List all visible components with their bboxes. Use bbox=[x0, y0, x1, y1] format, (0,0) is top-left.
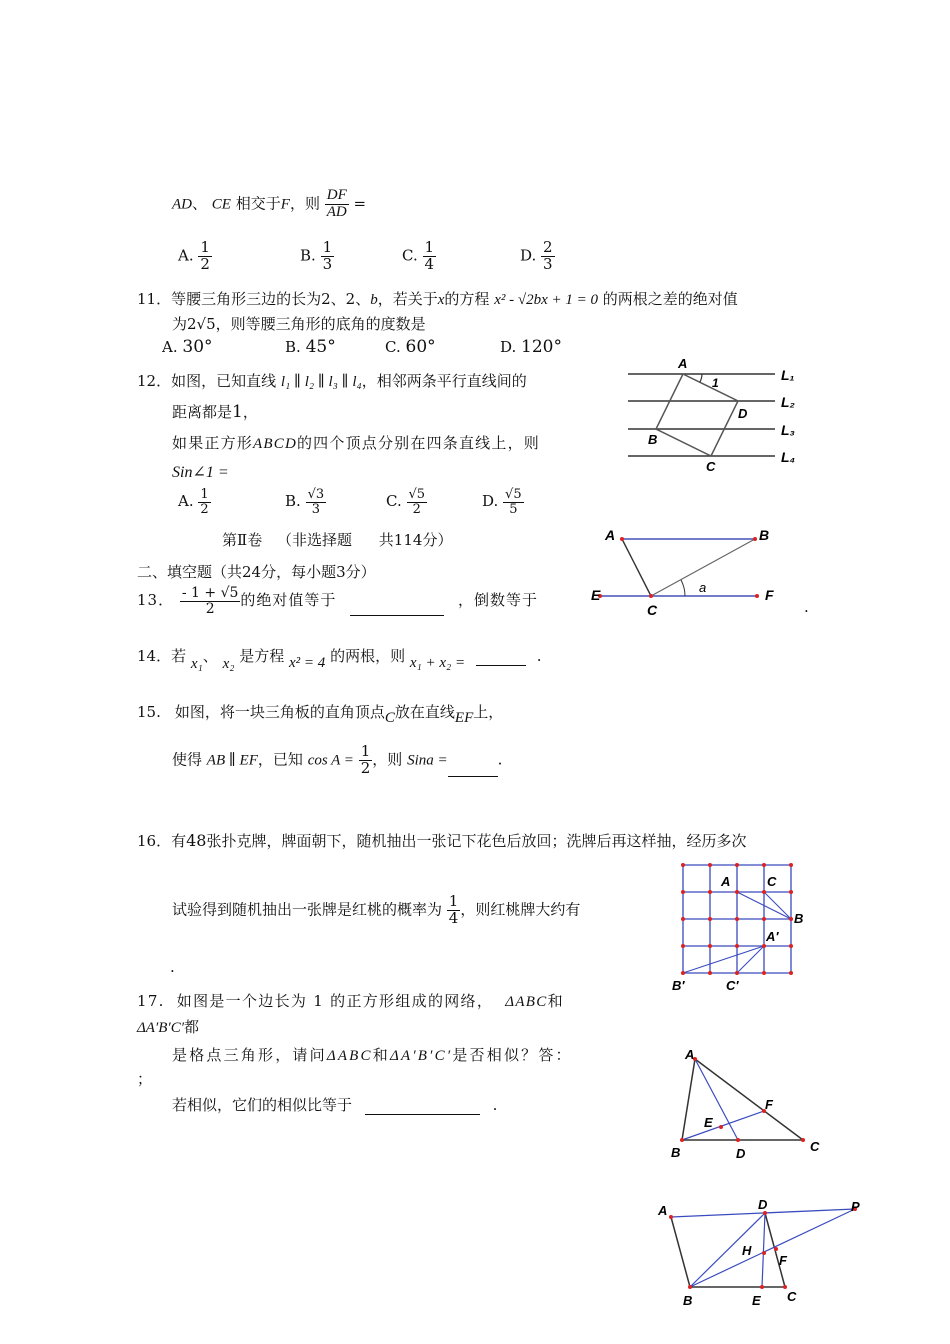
segment-ce: CE bbox=[211, 196, 231, 213]
label-e: E bbox=[752, 1293, 761, 1308]
segment-ac bbox=[622, 539, 651, 596]
label-f: F bbox=[765, 1097, 773, 1112]
label-b-prime: B′ bbox=[672, 978, 685, 993]
label-c: C bbox=[706, 459, 716, 474]
label-b: B bbox=[648, 432, 658, 447]
label-b: B bbox=[759, 527, 770, 543]
q12-sin: Sin∠1 = bbox=[172, 464, 229, 481]
q10-option-a[interactable]: A. $\frac{1}{2}$ bbox=[178, 238, 210, 273]
q12-option-c[interactable]: C. $\frac{√5}{2}$ bbox=[386, 487, 426, 517]
q11-option-a[interactable]: A. 30° bbox=[162, 337, 213, 357]
label-angle-1: 1 bbox=[712, 376, 719, 390]
label-a: A bbox=[721, 874, 731, 889]
label-a: A bbox=[605, 527, 616, 543]
q12-option-a[interactable]: A. $\frac{1}{2}$ bbox=[178, 487, 209, 517]
trapezoid-figure bbox=[655, 1195, 870, 1310]
separator: 、 bbox=[192, 194, 208, 213]
q17-line2: 是格点三角形，请问ΔABC和ΔA′B′C′是否相似？答： bbox=[172, 1046, 573, 1064]
triangle-abc-side-cb bbox=[764, 892, 791, 919]
q11-equation: x² - √2bx + 1 = 0 bbox=[494, 292, 598, 308]
label-c: C bbox=[767, 874, 777, 889]
q17-grid-figure bbox=[668, 855, 818, 995]
q11-line1: 11．等腰三角形三边的长为2、2、b，若关于x的方程 x² - √2bx + 1 = 0 的两根之差的绝对值 bbox=[137, 290, 738, 308]
q15-blank[interactable] bbox=[448, 776, 498, 777]
segment-db bbox=[690, 1213, 765, 1287]
q15-line2: 使得 AB ∥ EF，已知 cos A = $\frac{1}{2}$ ，则 Sina = . bbox=[172, 742, 503, 777]
q10-text: 相交于 bbox=[235, 194, 281, 213]
label-d: D bbox=[758, 1197, 768, 1212]
label-c: C bbox=[647, 602, 658, 618]
segment-ab bbox=[682, 1059, 695, 1140]
segment-ad: AD bbox=[172, 196, 192, 213]
q10-option-d[interactable]: D. $\frac{2}{3}$ bbox=[520, 238, 553, 273]
label-p: P bbox=[851, 1199, 860, 1214]
q10-stem bbox=[172, 188, 366, 221]
label-f: F bbox=[779, 1253, 787, 1268]
q14-blank[interactable] bbox=[476, 665, 526, 666]
q17-line3: ； bbox=[137, 1070, 153, 1088]
label-b: B bbox=[794, 911, 804, 926]
point-f: F bbox=[280, 196, 290, 213]
label-l4: L₄ bbox=[781, 449, 796, 465]
q11-option-d[interactable]: D. 120° bbox=[500, 337, 562, 357]
q11-option-c[interactable]: C. 60° bbox=[385, 337, 436, 357]
label-c-prime: C′ bbox=[726, 978, 739, 993]
triangle-def-figure bbox=[665, 1045, 835, 1170]
label-h: H bbox=[742, 1243, 752, 1258]
label-b: B bbox=[671, 1145, 681, 1160]
label-l3: L₃ bbox=[781, 422, 795, 438]
label-d: D bbox=[736, 1146, 746, 1161]
q10-option-c[interactable]: C. $\frac{1}{4}$ bbox=[402, 238, 435, 273]
section2-heading: 二、填空题（共24分，每小题3分） bbox=[137, 563, 376, 581]
segment-bf bbox=[682, 1111, 764, 1140]
q12-line1: 12．如图，已知直线 l₁ ∥ l₂ ∥ l₃ ∥ l₄，相邻两条平行直线间的 bbox=[137, 372, 527, 390]
label-a: A bbox=[658, 1203, 668, 1218]
q12-option-d[interactable]: D. $\frac{√5}{5}$ bbox=[482, 487, 522, 517]
label-e: E bbox=[591, 587, 601, 603]
q12-parallel-lines-figure bbox=[620, 352, 810, 477]
q17-line1: 17. 如图是一个边长为 1 的正方形组成的网络， ΔABC和 bbox=[137, 992, 564, 1010]
label-f: F bbox=[765, 587, 774, 603]
q10-text-2: ，则 bbox=[289, 194, 320, 213]
label-a: A bbox=[678, 356, 688, 371]
q16-line3: . bbox=[170, 958, 175, 976]
triangle-a2b2c2-side bbox=[683, 946, 764, 973]
q13: 13． $\frac{- 1 + √5}{2}$ 的绝对值等于 ，倒数等于 bbox=[137, 585, 539, 617]
label-c: C bbox=[810, 1139, 820, 1154]
q16-line1: 16．有48张扑克牌，牌面朝下，随机抽出一张记下花色后放回；洗牌后再这样抽，经历多次 bbox=[137, 831, 747, 850]
segment-bp bbox=[690, 1209, 855, 1287]
part2-heading: 第Ⅱ卷 （非选择题 共114分） bbox=[222, 531, 453, 549]
q11-option-b[interactable]: B. 45° bbox=[285, 337, 336, 357]
q12-option-b[interactable]: B. $\frac{√3}{3}$ bbox=[285, 487, 325, 517]
label-e: E bbox=[704, 1115, 713, 1130]
q11-number: 11． bbox=[137, 290, 172, 308]
label-c: C bbox=[787, 1289, 797, 1304]
q15-line1: 15. 如图，将一块三角板的直角顶点C放在直线EF上， bbox=[137, 703, 504, 726]
q12-line2: 距离都是1， bbox=[172, 402, 258, 422]
q15-figure bbox=[585, 522, 785, 622]
angle-1-arc bbox=[700, 374, 702, 382]
angle-a-arc bbox=[681, 580, 685, 596]
label-d: D bbox=[738, 406, 748, 421]
q11-line2: 为2√5，则等腰三角形的底角的度数是 bbox=[172, 315, 426, 333]
q17-line1b: ΔA′B′C′都 bbox=[137, 1018, 199, 1036]
q12-line3: 如果正方形ABCD的四个顶点分别在四条直线上，则 bbox=[172, 434, 540, 452]
label-l2: L₂ bbox=[781, 394, 795, 410]
label-b: B bbox=[683, 1293, 693, 1308]
segment-ab bbox=[671, 1217, 690, 1287]
label-a: A bbox=[685, 1047, 695, 1062]
segment-de bbox=[762, 1213, 765, 1287]
equals: = bbox=[353, 194, 367, 213]
q17-blank[interactable] bbox=[365, 1114, 480, 1115]
q17-line4: 若相似，它们的相似比等于 . bbox=[172, 1096, 498, 1114]
q10-option-b[interactable]: B. $\frac{1}{3}$ bbox=[300, 238, 333, 273]
q13-end: . bbox=[804, 598, 809, 616]
q13-fraction: $\frac{- 1 + √5}{2}$ bbox=[181, 585, 239, 617]
label-l1: L₁ bbox=[781, 367, 795, 383]
q14: 14．若 x₁、 x₂ 是方程 x² = 4 的两根，则 x₁ + x₂ = . bbox=[137, 647, 542, 672]
label-a-prime: A′ bbox=[766, 929, 779, 944]
square-abcd bbox=[656, 374, 738, 456]
q16-line2: 试验得到随机抽出一张牌是红桃的概率为 $\frac{1}{4}$ ，则红桃牌大约有 bbox=[172, 892, 581, 927]
q13-abs-blank[interactable] bbox=[350, 615, 444, 616]
label-angle-a: a bbox=[699, 580, 707, 595]
ratio-df-ad: $\frac{DF}{AD}$ bbox=[326, 187, 347, 220]
